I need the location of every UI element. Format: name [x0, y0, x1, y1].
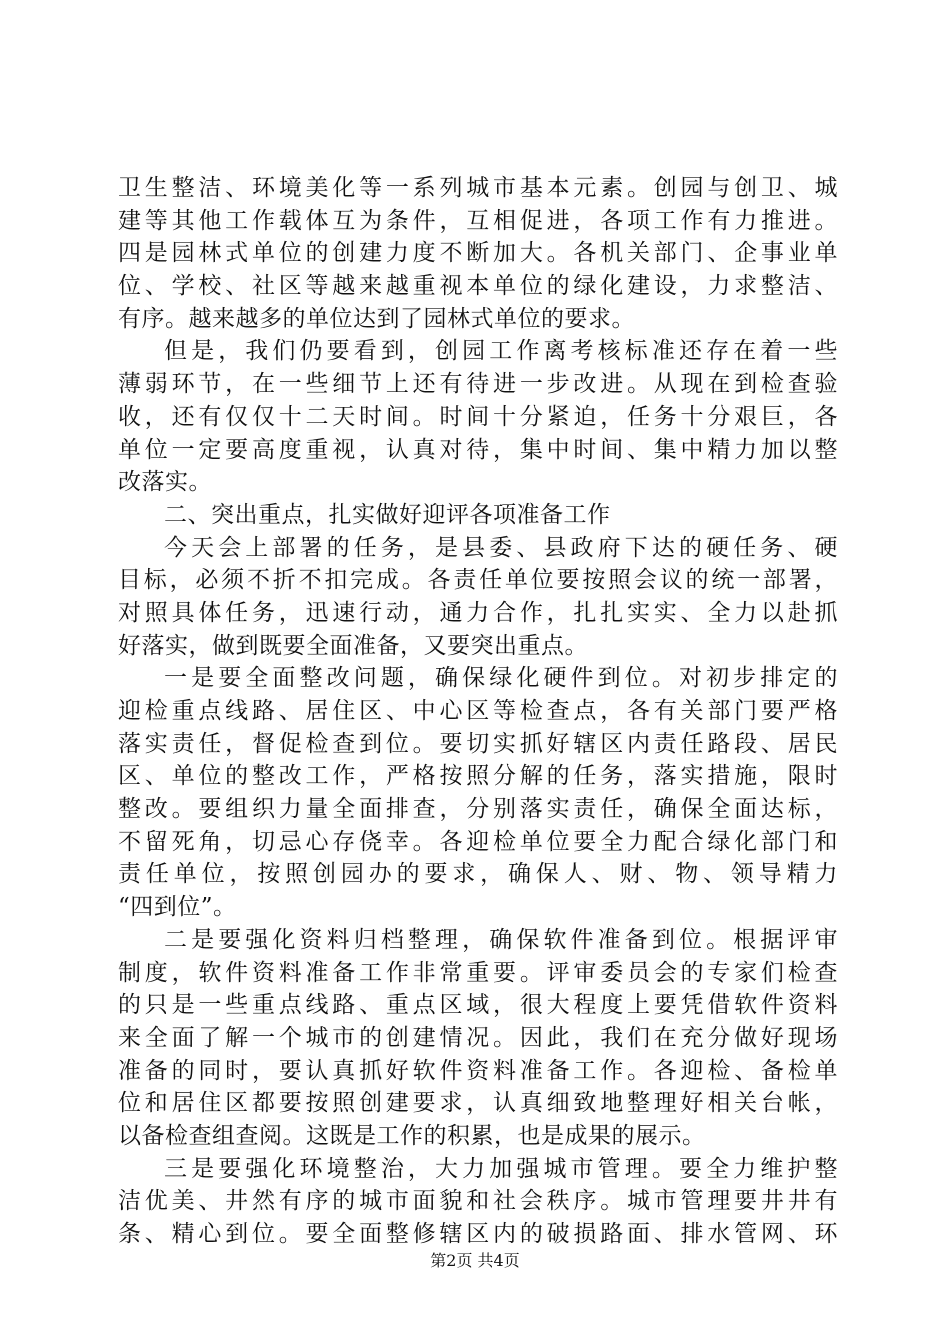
text-line: 卫生整洁、环境美化等一系列城市基本元素。创园与创卫、城: [118, 175, 838, 201]
text-line: 的只是一些重点线路、重点区域，很大程度上要凭借软件资料: [118, 992, 838, 1019]
text-line: 落实责任，督促检查到位。要切实抓好辖区内责任路段、居民: [118, 730, 838, 757]
text-line: 迎检重点线路、居住区、中心区等检查点，各有关部门要严格: [118, 698, 838, 724]
text-line: 区、单位的整改工作，严格按照分解的任务，落实措施，限时: [118, 763, 838, 790]
text-line: 建等其他工作载体互为条件，互相促进，各项工作有力推进。: [118, 207, 838, 234]
text-line: 二、突出重点，扎实做好迎评各项准备工作: [164, 501, 611, 528]
text-line: 薄弱环节，在一些细节上还有待进一步改进。从现在到检查验: [118, 371, 838, 398]
text-line: 制度，软件资料准备工作非常重要。评审委员会的专家们检查: [118, 959, 838, 986]
document-body: [118, 172, 838, 1251]
text-line: 四是园林式单位的创建力度不断加大。各机关部门、企事业单: [118, 240, 838, 267]
text-line: 目标，必须不折不扣完成。各责任单位要按照会议的统一部署，: [118, 567, 838, 594]
text-line: 对照具体任务，迅速行动，通力合作，扎扎实实、全力以赴抓: [118, 599, 838, 626]
text-line: 准备的同时，要认真抓好软件资料准备工作。各迎检、备检单: [118, 1057, 838, 1084]
text-line: 位、学校、社区等越来越重视本单位的绿化建设，力求整洁、: [118, 273, 838, 300]
text-line: 位和居住区都要按照创建要求，认真细致地整理好相关台帐，: [118, 1090, 838, 1117]
page-footer: 第2页 共4页: [430, 1251, 520, 1270]
text-line: 今天会上部署的任务，是县委、县政府下达的硬任务、硬: [164, 534, 838, 561]
text-line: 收，还有仅仅十二天时间。时间十分紧迫，任务十分艰巨，各: [118, 403, 838, 430]
text-line: 但是，我们仍要看到，创园工作离考核标准还存在着一些: [164, 338, 838, 365]
text-line: 好落实，做到既要全面准备，又要突出重点。: [118, 632, 588, 659]
text-line: 二是要强化资料归档整理，确保软件准备到位。根据评审: [164, 926, 838, 953]
text-line: 来全面了解一个城市的创建情况。因此，我们在充分做好现场: [118, 1024, 838, 1051]
text-line: 三是要强化环境整治，大力加强城市管理。要全力维护整: [164, 1155, 838, 1182]
text-line: 一是要全面整改问题，确保绿化硬件到位。对初步排定的: [164, 665, 838, 692]
text-line: 不留死角，切忌心存侥幸。各迎检单位要全力配合绿化部门和: [118, 828, 838, 855]
text-line: 条、精心到位。要全面整修辖区内的破损路面、排水管网、环: [118, 1221, 838, 1247]
text-line: 改落实。: [118, 469, 212, 496]
text-line: 以备检查组查阅。这既是工作的积累，也是成果的展示。: [118, 1122, 706, 1149]
text-line: 单位一定要高度重视，认真对待，集中时间、集中精力加以整: [118, 436, 838, 463]
text-line: 有序。越来越多的单位达到了园林式单位的要求。: [118, 305, 635, 332]
text-line: 整改。要组织力量全面排查，分别落实责任，确保全面达标，: [118, 796, 838, 823]
text-line: “四到位”。: [118, 894, 237, 921]
text-line: 责任单位，按照创园办的要求，确保人、财、物、领导精力: [118, 861, 838, 888]
text-line: 洁优美、井然有序的城市面貌和社会秩序。城市管理要井井有: [118, 1188, 838, 1215]
